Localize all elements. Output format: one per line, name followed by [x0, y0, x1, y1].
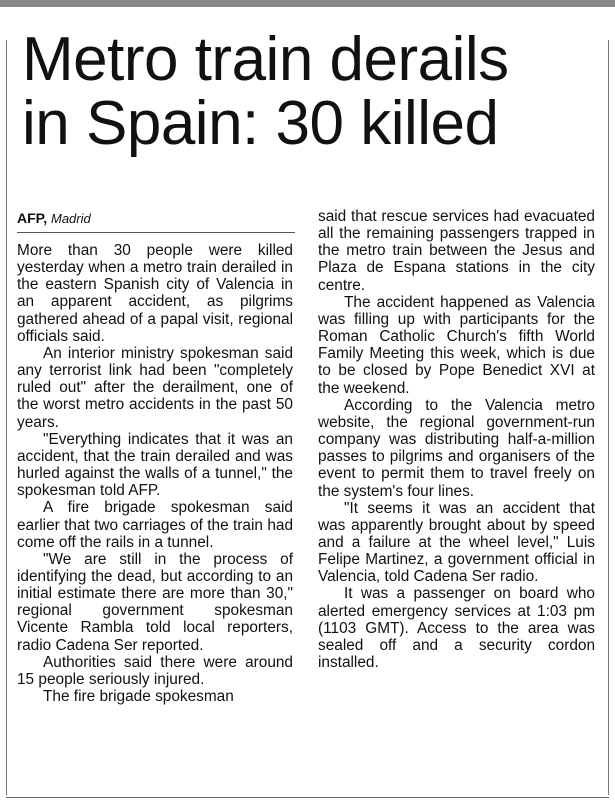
paragraph: According to the Valencia metro website, the regional government-run company was distributing half-a-million passes to pilgrims and organisers of the event to permit them to travel freely on the system's four lines. — [318, 396, 595, 500]
paragraph: "We are still in the process of identifying the dead, but according to an initial estimate there are more than 30," regional government spokesman Vicente Rambla told local reporters, radio Cadena Ser reported. — [17, 550, 293, 654]
paragraph: A fire brigade spokesman said earlier that two carriages of the train had come off the rails in a tunnel. — [17, 499, 293, 551]
headline — [22, 25, 602, 158]
paragraph: More than 30 people were killed yesterday when a metro train derailed in the eastern Spanish city of Valencia in an apparent accident, as pilgrims gathered ahead of a papal visit, regional officials said. — [17, 242, 293, 345]
paragraph: The accident happened as Valencia was filling up with participants for the Roman Catholic Church's fifth World Family Meeting this week, which is due to be closed by Pope Benedict XVI at the weekend. — [318, 293, 595, 397]
paragraph: "It seems it was an accident that was apparently brought about by speed and a failure at the wheel level," Luis Felipe Martinez, a government official in Valencia, told Cadena Ser radio. — [318, 499, 595, 586]
headline-line-2: in Spain: 30 killed — [22, 89, 499, 158]
byline-agency: AFP, — [17, 210, 48, 226]
left-border-rule — [6, 40, 7, 795]
paragraph: said that rescue services had evacuated all the remaining passengers trapped in the metro train between the Jesus and Plaza de Espana stations in the city centre. — [318, 208, 595, 294]
right-border-rule — [608, 40, 609, 795]
paragraph: "Everything indicates that it was an accident, that the train derailed and was hurled against the walls of a tunnel," the spokesman told AFP. — [17, 430, 293, 500]
paragraph: It was a passenger on board who alerted emergency services at 1:03 pm (1103 GMT). Access to the area was sealed off and a security cordon installed. — [318, 585, 595, 672]
paragraph: The fire brigade spokesman — [43, 688, 234, 706]
paragraph: An interior ministry spokesman said any terrorist link had been "completely ruled out" after the derailment, one of the worst metro accidents in the past 50 years. — [17, 344, 293, 431]
byline-place: Madrid — [50, 211, 91, 226]
byline — [17, 209, 293, 228]
right-column — [318, 208, 595, 671]
paragraph: Authorities said there were around 15 people seriously injured. — [17, 653, 293, 688]
left-column — [17, 242, 293, 705]
byline-rule — [17, 232, 295, 233]
top-border-rule — [0, 0, 615, 7]
bottom-border-rule — [6, 797, 609, 798]
headline-line-1: Metro train derails — [22, 25, 509, 94]
